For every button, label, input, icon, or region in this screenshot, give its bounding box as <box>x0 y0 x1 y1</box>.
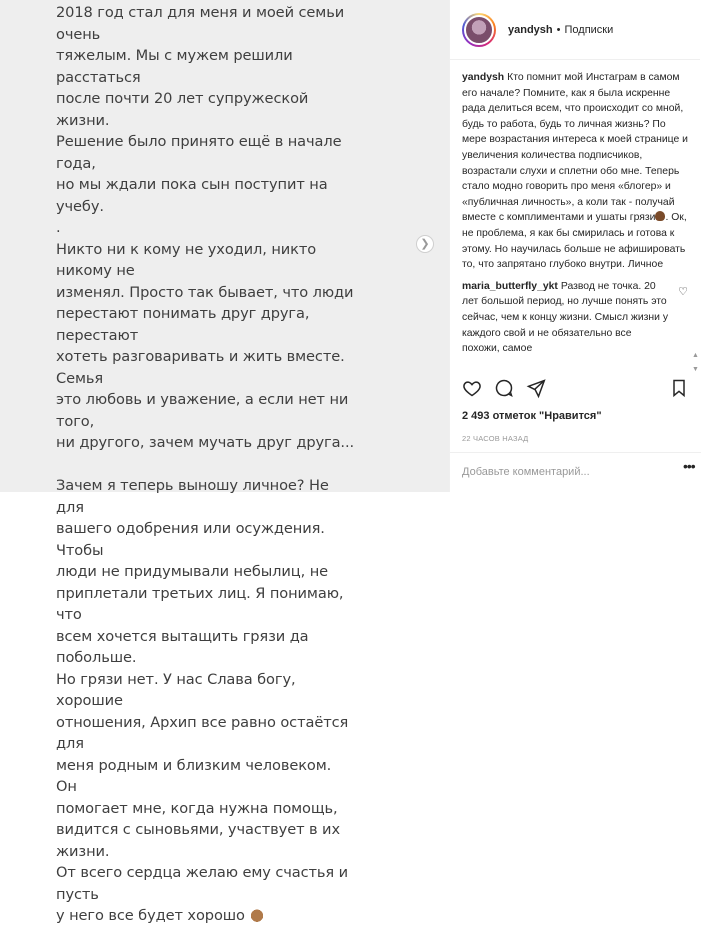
comment-text: Развод не точка. 20 лет большой период, но лучше понять это сейчас, чем к концу жизни. Смысл жизни у каждого свой и не обязательно все похожи, самое <box>462 280 669 355</box>
more-options-icon[interactable]: ••• <box>683 458 695 474</box>
caption-text-part1: Кто помнит мой Инстаграм в самом его начале? Помните, как я была искренне рада делиться всем, что происходит со мной, будь то работа, будь то личная жизнь? По мере возрастания интереса к моей странице и увеличения количества подписчиков, возрастали слухи и сплетни обо мне. Теперь стало модно говорить про меня «блогер» и «публичная личность», а коли так - получай вместе с комплиментами и ушаты грязи <box>462 72 688 224</box>
following-button[interactable]: Подписки <box>564 23 614 36</box>
header-username[interactable]: yandysh <box>508 23 553 36</box>
caption <box>462 70 689 273</box>
avatar-image <box>464 15 494 45</box>
comment-body <box>462 279 669 357</box>
praying-hands-icon <box>249 908 265 922</box>
photo-text <box>56 2 356 927</box>
photo-text-gap <box>56 454 356 476</box>
add-comment-input[interactable] <box>462 463 682 481</box>
header-separator: • <box>556 23 561 36</box>
bookmark-icon[interactable] <box>669 378 689 398</box>
like-heart-icon[interactable] <box>462 378 482 398</box>
poo-emoji-icon <box>655 211 665 221</box>
comment-username[interactable]: maria_butterfly_ykt <box>462 280 558 292</box>
likes-count[interactable] <box>462 410 602 422</box>
share-icon[interactable] <box>526 378 546 398</box>
caption-username[interactable]: yandysh <box>462 72 505 83</box>
photo-text-block3 <box>56 475 356 927</box>
photo-text-block1: 2018 год стал для меня и моей семьи очень тяжелым. Мы с мужем решили расстаться после почти 20 лет супружеской жизни. Решение было принято ещё в начале года, но мы ждали пока сын поступит на учебу. . <box>56 4 345 236</box>
action-bar <box>462 376 689 400</box>
comment-item <box>462 279 689 357</box>
divider <box>450 452 701 453</box>
header-text <box>508 24 613 36</box>
avatar[interactable] <box>462 13 496 47</box>
likes-count-text: 2 493 отметок "Нравится" <box>462 410 602 422</box>
post-timestamp[interactable]: 22 ЧАСОВ НАЗАД <box>462 434 529 443</box>
comments-scrollbar[interactable] <box>692 352 698 376</box>
caption-text-part2: . Ок, не проблема, я как бы смирилась и готова к этому. Но научилась больше не афишировать то, что запрятано глубоко внутри. Личное <box>462 212 687 271</box>
comment-like-icon[interactable]: ♡ <box>678 285 688 298</box>
post-sidebar <box>449 0 700 492</box>
comments-list[interactable] <box>450 60 701 360</box>
next-arrow-icon[interactable]: ❯ <box>416 235 434 253</box>
scroll-down-icon[interactable]: ▼ <box>692 366 699 373</box>
photo-text-block3-text: Зачем я теперь выношу личное? Не для вашего одобрения или осуждения. Чтобы люди не придумывали небылиц, не приплетали третьих лиц. Я понимаю, что всем хочется вытащить грязи да побольше. Но грязи нет. У нас Слава богу, хорошие отношения, Архип все равно остаётся для меня родным и близким человеком. Он помогает мне, когда нужна помощь, видится с сыновьями, участвует в их жизни. От всего сердца желаю ему счастья и пусть у него все будет хорошо <box>56 477 349 924</box>
scroll-up-icon[interactable]: ▲ <box>692 352 699 359</box>
post-header <box>450 0 700 60</box>
comment-icon[interactable] <box>494 378 514 398</box>
photo-text-block2: Никто ни к кому не уходил, никто никому не изменял. Просто так бывает, что люди перестают понимать друг друга, перестают хотеть разговаривать и жить вместе. Семья это любовь и уважение, а если нет ни того, ни другого, зачем мучать друг друга... <box>56 240 355 451</box>
